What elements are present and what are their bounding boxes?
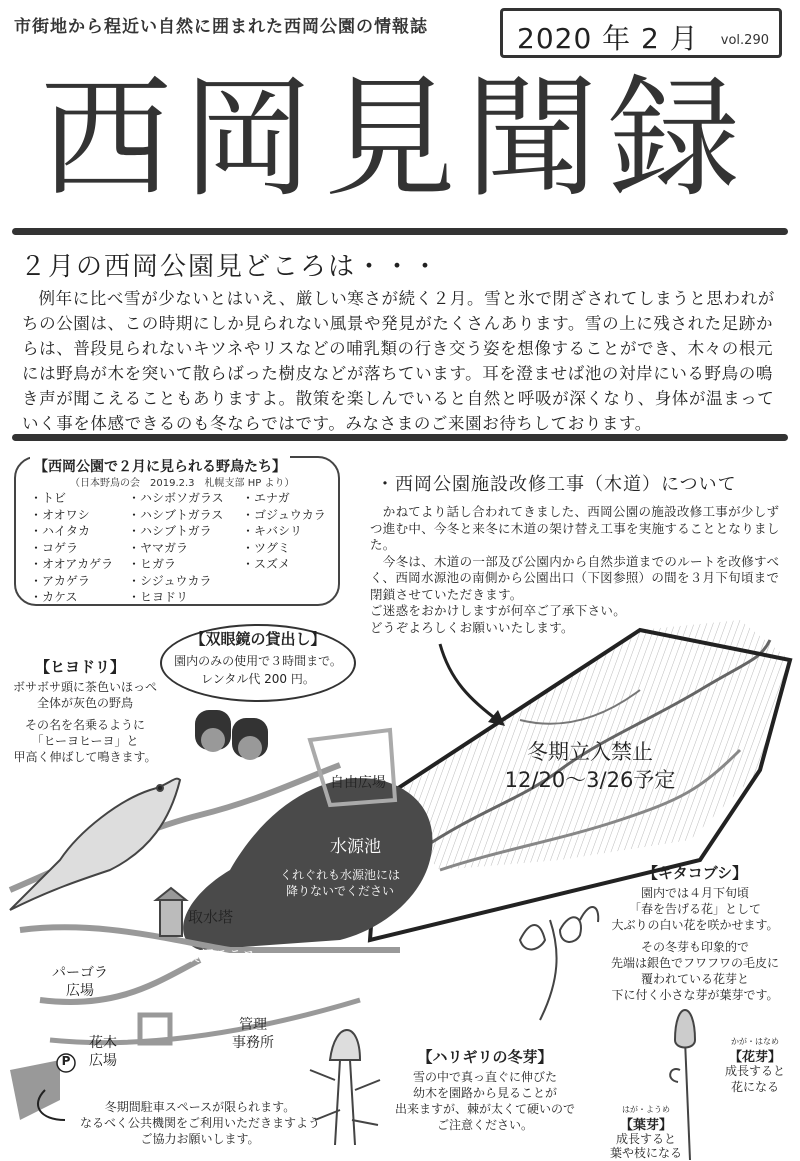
prickly-castor-title: 【ハリギリの冬芽】: [417, 1048, 553, 1066]
binocular-line: 園内のみの使用で３時間まで。: [174, 654, 342, 668]
magnolia-line: 大ぶりの白い花を咲かせます。: [611, 918, 779, 932]
leaf-bud-line: 成長すると: [615, 1132, 676, 1146]
bird-list-item: ・ヒガラ: [128, 557, 177, 571]
bird-column-2: [128, 490, 224, 606]
bird-list-item: ・キバシリ: [242, 524, 303, 538]
flower-bud-line: 成長すると: [724, 1064, 785, 1078]
arrow-icon: [440, 644, 500, 722]
leaf-bud-ruby: はが・ようめ: [622, 1105, 670, 1114]
bird-list-item: ・ハイタカ: [30, 524, 91, 538]
tagline: 市街地から程近い自然に囲まれた西岡公園の情報誌: [14, 17, 428, 37]
pond-warning: 降りないでください: [285, 884, 394, 898]
volume-number: vol.290: [720, 33, 769, 48]
prickly-castor-line: 出来ますが、棘が太くて硬いので: [394, 1102, 575, 1116]
bird-list-source: （日本野鳥の会 2019.2.3 札幌支部 HP より）: [70, 478, 295, 489]
parking-note: なるべく公共機関をご利用いただきますよう: [79, 1116, 320, 1130]
bird-list-item: ・ヤマガラ: [128, 540, 189, 555]
bird-list-item: ・シジュウカラ: [128, 573, 212, 588]
map-label-pond: 水源池: [330, 837, 381, 857]
magnolia-line: その冬芽も印象的で: [640, 940, 749, 954]
map-label-flower-garden: 広場: [89, 1053, 117, 1069]
bird-list-item: ・ヒヨドリ: [128, 590, 189, 604]
parking-label: P: [61, 1054, 71, 1068]
notice-heading: ・西岡公園施設改修工事（木道）について: [376, 474, 737, 495]
flower-bud-line: 花になる: [730, 1080, 779, 1094]
closed-area-label: 冬期立入禁止: [527, 740, 653, 764]
parking-note: 冬期間駐車スペースが限られます。: [104, 1100, 296, 1114]
bird-list-item: ・オオアカゲラ: [30, 557, 114, 571]
bird-column-3: [242, 490, 326, 573]
issue-date-box: [500, 8, 782, 58]
closed-area-dates: 12/20～3/26予定: [504, 768, 676, 792]
flower-bud-title: 【花芽】: [728, 1050, 781, 1065]
pond-warning: くれぐれも水源池には: [279, 868, 400, 882]
bulbul-illustration: [10, 779, 180, 910]
bird-list-item: ・スズメ: [242, 557, 291, 571]
bulbul-title: 【ヒヨドリ】: [34, 658, 125, 676]
leaf-bud-title: 【葉芽】: [619, 1118, 672, 1133]
map-label-free-plaza: 自由広場: [330, 775, 386, 791]
bird-list-item: ・アカゲラ: [30, 573, 90, 588]
bird-list-item: ・エナガ: [242, 491, 290, 505]
map-label-water-tower: 取水塔: [188, 908, 234, 926]
prickly-castor-line: 幼木を園路から見ることが: [412, 1086, 557, 1100]
bird-list-item: ・ハシブトガラス: [128, 507, 224, 522]
intro-body: 例年に比べ雪が少ないとはいえ、厳しい寒さが続く２月。雪と氷で閉ざされてしまうと思われがちの公園は、この時期にしか見られない風景や発見がたくさんあります。雪の上に残された足跡からは、普段見られないキツネやリスなどの哺乳類の行き交う姿を想像することができ、木々の根元には野鳥が木を突いて散らばった樹皮などが落ちています。耳を澄ませば池の対岸にいる野鳥の鳴き声が聞こえることもありますよ。散策を楽しんでいると自然と呼吸が深くなり、身体が温まっていく事を体感できるのも冬ならではです。みなさまのご来園お待ちしております。: [22, 289, 775, 433]
bird-list-item: ・ハシボソガラス: [128, 491, 224, 505]
bird-list-item: ・カケス: [30, 590, 78, 604]
notice-paragraph: かねてより話し合われてきました、西岡公園の施設改修工事が少しずつ進む中、今冬と来冬に木道の架け替え工事を実施することとなりました。: [370, 504, 780, 552]
bird-list-item: ・ゴジュウカラ: [242, 507, 326, 522]
notice-paragraph: どうぞよろしくお願いいたします。: [370, 619, 574, 635]
bird-list-item: ・ツグミ: [242, 540, 290, 555]
notice-paragraph: ご迷惑をおかけしますが何卒ご了承下さい。: [370, 603, 627, 618]
bulbul-line: その名を名乗るように: [24, 718, 145, 732]
bird-list-item: ・コゲラ: [30, 540, 79, 555]
water-tower-icon: [156, 888, 186, 936]
bulbul-line: ボサボサ頭に茶色いほっぺ: [12, 680, 157, 694]
bird-list-item: ・トビ: [30, 491, 67, 505]
issue-date: 2020 年 2 月: [517, 22, 699, 55]
map-label-office: 事務所: [232, 1035, 274, 1051]
magnolia-line: 下に付く小さな芽が葉芽です。: [611, 988, 779, 1002]
bird-list-item: ・オオワシ: [30, 507, 90, 522]
notice-paragraph: 今冬は、木道の一部及び公園内から自然歩道までのルートを改修すべく、西岡水源池の南側から公園出口（下図参照）の間を３月下旬頃まで閉鎖させていただきます。: [370, 553, 780, 602]
magnolia-line: 覆われている花芽と: [640, 972, 749, 986]
map-label-office: 管理: [239, 1017, 267, 1033]
magnolia-line: 園内では４月下旬頃: [640, 886, 749, 900]
bulbul-line: 全体が灰色の野鳥: [36, 696, 133, 710]
parking-note: ご協力お願いします。: [140, 1132, 260, 1146]
newsletter-title: 西岡見聞録: [40, 62, 750, 216]
prickly-castor-line: 雪の中で真っ直ぐに伸びた: [412, 1070, 557, 1084]
magnolia-illustration: [520, 907, 598, 1020]
map-label-pergola: パーゴラ: [52, 965, 108, 981]
magnolia-title: 【キタコブシ】: [642, 864, 748, 882]
map-label-pergola: 広場: [66, 983, 94, 999]
binocular-title: 【双眼鏡の貸出し】: [190, 630, 326, 648]
binoculars-icon: [195, 710, 268, 760]
bird-list-item: ・ハシブトガラ: [128, 524, 212, 538]
divider: [12, 434, 788, 441]
bird-column-1: [30, 490, 113, 606]
leaf-bud-line: 葉や枝になる: [609, 1146, 682, 1160]
bird-list-title: 【西岡公園で２月に見られる野鳥たち】: [30, 456, 290, 476]
flower-bud-ruby: かが・はなめ: [731, 1037, 779, 1046]
map-label-flower-garden: 花木: [89, 1035, 117, 1051]
prickly-castor-line: ご注意ください。: [436, 1118, 533, 1132]
map-label-terrace: 展望テラス: [186, 949, 256, 965]
bulbul-line: 「ヒーヨヒーヨ」と: [31, 734, 139, 748]
binocular-line: レンタル代 200 円。: [201, 672, 315, 686]
divider: [12, 228, 788, 235]
magnolia-line: 「春を告げる花」として: [628, 902, 761, 916]
bulbul-line: 甲高く伸ばして鳴きます。: [13, 750, 157, 764]
magnolia-line: 先端は銀色でフワフワの毛皮に: [610, 956, 779, 970]
intro-heading: ２月の西岡公園見どころは・・・: [20, 252, 441, 282]
